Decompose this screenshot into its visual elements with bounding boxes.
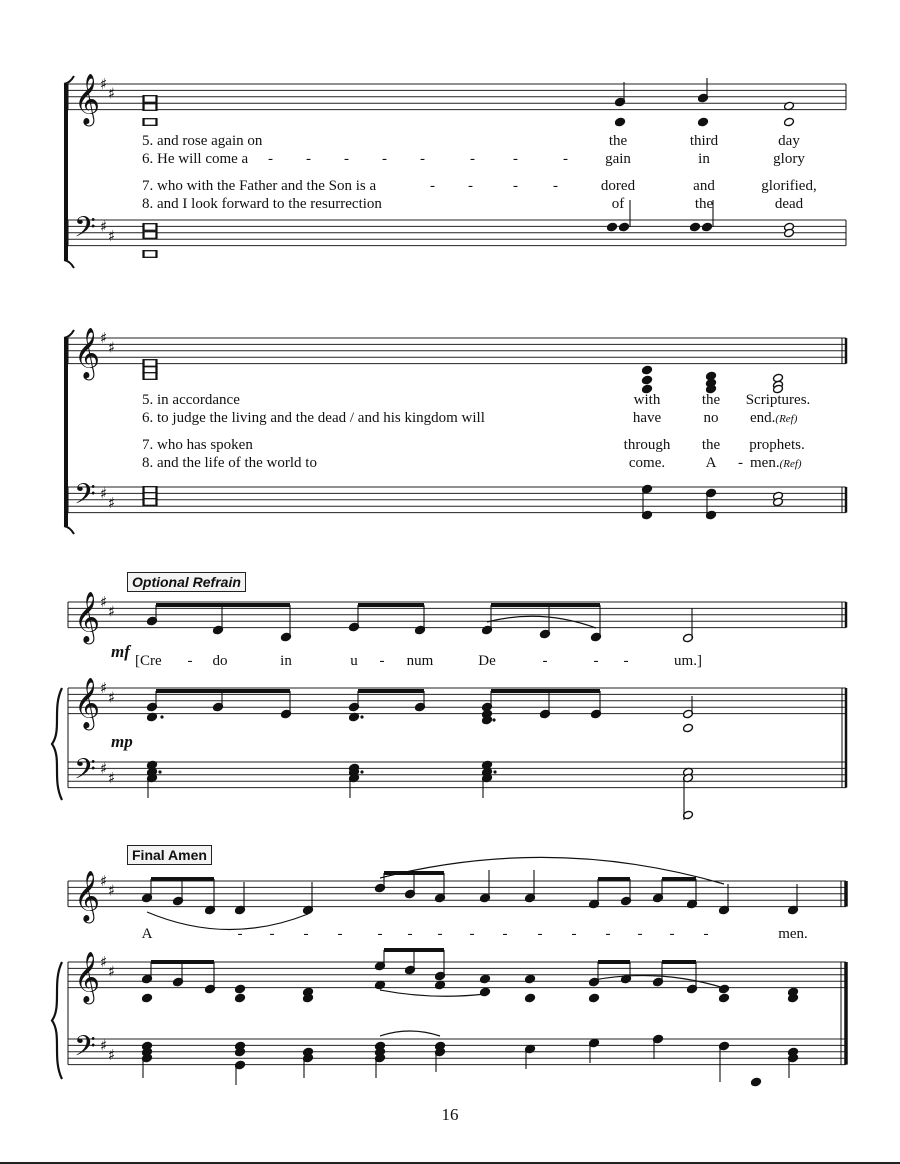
amen-syllable: - [605, 926, 611, 942]
bracket-hook [64, 526, 74, 534]
s2-col2-word: the [701, 392, 721, 408]
s1-v6-dash: - [344, 151, 349, 167]
amen-syllable: - [703, 926, 709, 942]
s1-verse6-text: 6. He will come a [142, 151, 249, 167]
s1-v7-dash: - [430, 178, 435, 194]
amen-syllable: - [469, 926, 475, 942]
refrain-syllable: - [542, 653, 548, 669]
s1-col3-word: day [778, 133, 800, 149]
note-head [683, 723, 694, 733]
breve-note [144, 499, 156, 506]
s2-verse8-text: 8. and the life of the world to [142, 455, 317, 471]
slur [380, 1031, 440, 1036]
s1-v6-dash: - [268, 151, 273, 167]
s1-verse5-text: 5. and rose again on [142, 133, 263, 149]
amen-syllable: - [502, 926, 508, 942]
s2-v8-dash: - [738, 455, 743, 471]
s1-v6-dash: - [382, 151, 387, 167]
s2-verse7-text: 7. who has spoken [142, 437, 253, 453]
s2-col1-word: through [623, 437, 671, 453]
refrain-syllable: - [379, 653, 385, 669]
refrain-syllable: u [350, 653, 358, 669]
slur [380, 990, 485, 996]
s2-col1-word: have [632, 410, 662, 426]
s1-col1-word: gain [605, 151, 631, 167]
note-head [751, 1077, 762, 1087]
s1-col1-word: of [611, 196, 625, 212]
sharp-sign: ♯ [108, 1046, 116, 1064]
amen-syllable: men. [778, 926, 808, 942]
breve-note [144, 96, 156, 103]
s2-verse5-text: 5. in accordance [142, 392, 240, 408]
refrain-syllable: [Cre [135, 653, 162, 669]
bracket-hook [64, 76, 74, 84]
refrain-syllable: do [212, 653, 228, 669]
sharp-sign: ♯ [100, 75, 108, 93]
amen-syllable: - [437, 926, 443, 942]
note-head [702, 222, 713, 232]
sharp-sign: ♯ [108, 227, 116, 245]
s1-v6-dash: - [563, 151, 568, 167]
breve-note [144, 360, 156, 367]
refrain-marker: (Ref) [775, 413, 798, 425]
sharp-sign: ♯ [100, 872, 108, 890]
s1-verse8-text: 8. and I look forward to the resurrection [142, 196, 382, 212]
breve-note [144, 119, 156, 126]
treble-clef: 𝄞 [74, 591, 101, 643]
s2-amen-word: men. [750, 455, 780, 471]
amen-syllable: - [571, 926, 577, 942]
bracket-hook [64, 330, 74, 338]
sharp-sign: ♯ [108, 84, 116, 103]
piano-dynamic-mp: mp [111, 732, 133, 751]
piano-brace [52, 688, 62, 800]
note-head [525, 974, 536, 984]
breve-note [144, 224, 156, 231]
s1-v6-dash: - [470, 151, 475, 167]
optional-refrain-label: Optional Refrain [127, 572, 246, 592]
sharp-sign: ♯ [100, 217, 108, 236]
treble-clef: 𝄞 [74, 870, 101, 922]
note-head [235, 993, 246, 1003]
s1-v6-dash: - [420, 151, 425, 167]
sharp-sign: ♯ [108, 602, 116, 621]
bass-clef: 𝄢 [74, 478, 96, 519]
note-head [719, 993, 730, 1003]
sharp-sign: ♯ [108, 688, 116, 707]
s1-verse7-text: 7. who with the Father and the Son is a [142, 178, 377, 194]
s1-v6-dash: - [513, 151, 518, 167]
sharp-sign: ♯ [100, 484, 108, 503]
sharp-sign: ♯ [100, 593, 108, 611]
breve-note [144, 251, 156, 258]
amen-syllable: - [269, 926, 275, 942]
breve-note [144, 373, 156, 380]
piano-brace [52, 962, 62, 1079]
augmentation-dot [360, 770, 363, 773]
note-head [642, 375, 653, 385]
s2-col1-word: come. [628, 455, 666, 471]
refrain-syllable: De [478, 653, 496, 669]
breve-note [144, 232, 156, 239]
augmentation-dot [492, 718, 495, 721]
s1-col2-word: and [693, 178, 715, 194]
augmentation-dot [158, 770, 161, 773]
note-head [589, 993, 600, 1003]
amen-syllable: - [237, 926, 243, 942]
s2-col2-word: A [705, 455, 717, 471]
s1-col2-word: in [698, 151, 710, 167]
note-head [619, 222, 630, 232]
s2-col2-word: the [701, 437, 721, 453]
s2-col3-word: prophets. [749, 437, 805, 453]
sharp-sign: ♯ [108, 769, 116, 787]
page-number: 16 [441, 1105, 459, 1124]
amen-syllable: - [537, 926, 543, 942]
sharp-sign: ♯ [108, 338, 116, 357]
s1-col1-word: the [608, 133, 628, 149]
amen-syllable: - [337, 926, 343, 942]
sharp-sign: ♯ [108, 494, 116, 512]
bass-clef: 𝄢 [74, 1030, 96, 1071]
sharp-sign: ♯ [108, 881, 116, 900]
treble-clef: 𝄞 [74, 951, 101, 1003]
amen-syllable: - [669, 926, 675, 942]
s1-col2-word: the [694, 196, 714, 212]
sharp-sign: ♯ [108, 962, 116, 981]
refrain-syllable: - [187, 653, 193, 669]
note-head [235, 984, 246, 994]
note-head [525, 993, 536, 1003]
amen-syllable: - [377, 926, 383, 942]
sharp-sign: ♯ [100, 329, 108, 347]
amen-syllable: - [303, 926, 309, 942]
treble-clef: 𝄞 [74, 73, 101, 125]
note-head [784, 117, 795, 127]
augmentation-dot [160, 715, 163, 718]
slur [147, 912, 308, 930]
note-head [698, 117, 709, 127]
s1-col2-word: third [689, 133, 719, 149]
s2-col3-word: Scriptures. [745, 392, 811, 408]
treble-clef: 𝄞 [74, 327, 101, 379]
refrain-syllable: um.] [674, 653, 702, 669]
s1-col3-word: glory [773, 151, 805, 167]
s1-v6-dash: - [306, 151, 311, 167]
sharp-sign: ♯ [100, 1036, 108, 1055]
s2-col2-word: no [703, 410, 719, 426]
s1-col1-word: dored [600, 178, 636, 194]
s2-col3-word [750, 455, 802, 472]
s2-col1-word: with [633, 392, 661, 408]
s1-v7-dash: - [513, 178, 518, 194]
amen-syllable: A [141, 926, 153, 942]
refrain-marker: (Ref) [779, 458, 802, 470]
s2-verse6-text: 6. to judge the living and the dead / and his kingdom will [142, 410, 485, 426]
note-head [607, 222, 618, 232]
amen-syllable: - [407, 926, 413, 942]
sharp-sign: ♯ [100, 759, 108, 778]
s1-v7-dash: - [468, 178, 473, 194]
treble-clef: 𝄞 [74, 677, 101, 729]
augmentation-dot [360, 715, 363, 718]
bass-clef: 𝄢 [74, 753, 96, 794]
slur [487, 616, 596, 628]
note-head [719, 984, 730, 994]
sharp-sign: ♯ [100, 679, 108, 697]
s1-v7-dash: - [553, 178, 558, 194]
voice-dynamic-mf: mf [111, 642, 130, 661]
bracket-hook [64, 260, 74, 268]
note-head [642, 365, 653, 375]
augmentation-dot [493, 770, 496, 773]
note-head [480, 974, 491, 984]
s1-col3-word: glorified, [761, 178, 817, 194]
bass-clef: 𝄢 [74, 211, 96, 252]
note-head [615, 117, 626, 127]
refrain-syllable: - [623, 653, 629, 669]
refrain-syllable: in [280, 653, 292, 669]
amen-syllable: - [637, 926, 643, 942]
s2-col3-word [750, 410, 797, 427]
note-head [142, 993, 153, 1003]
breve-note [144, 104, 156, 111]
note-head [480, 987, 491, 997]
refrain-syllable: num [406, 653, 434, 669]
refrain-syllable: - [593, 653, 599, 669]
note-head [690, 222, 701, 232]
final-amen-label: Final Amen [127, 845, 212, 865]
s2-end-word: end. [750, 410, 776, 426]
s1-col3-word: dead [774, 196, 804, 212]
sharp-sign: ♯ [100, 953, 108, 971]
